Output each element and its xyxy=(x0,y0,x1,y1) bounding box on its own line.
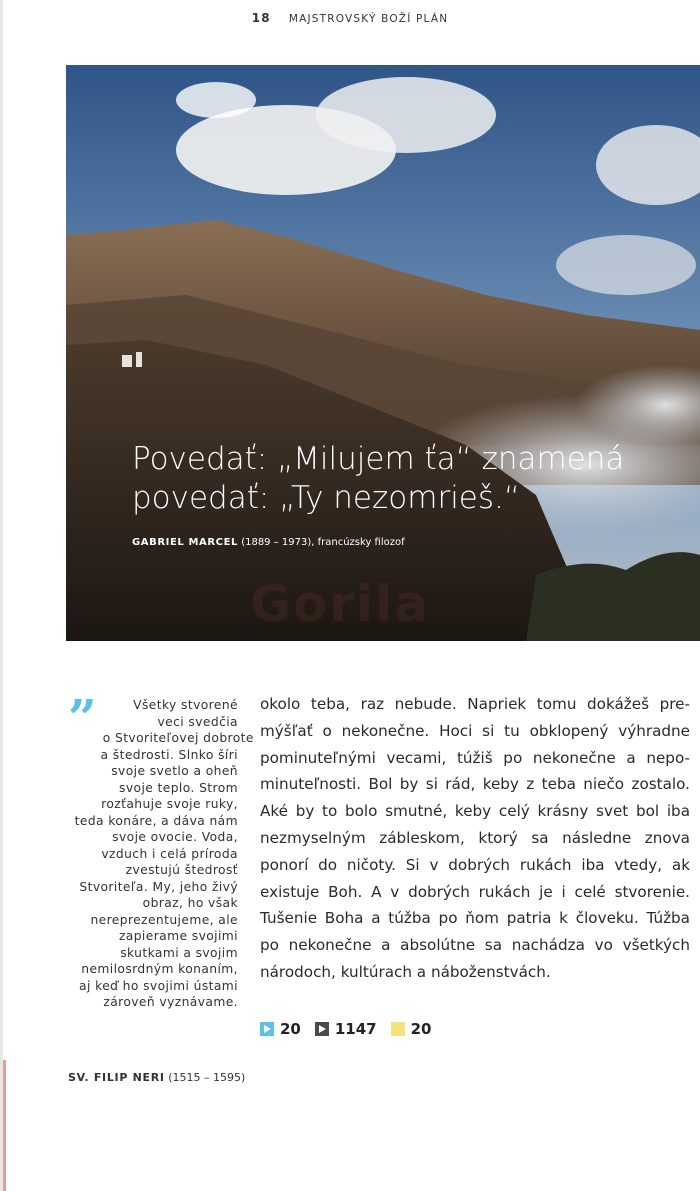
sidebar-attribution xyxy=(68,1071,245,1084)
sidebar-text-line: obraz, ho však xyxy=(142,896,238,910)
cross-references xyxy=(260,1020,440,1038)
sidebar-text-line: svoje svetlo a oheň xyxy=(111,764,238,778)
body-text-line: ponorí do ničoty. Si v dobrých rukách iba vtedy, ak xyxy=(260,855,690,874)
body-text-line: existuje Boh. A v dobrých rukách je i celé stvorenie. xyxy=(260,882,690,901)
reference-number: 1147 xyxy=(334,1020,377,1038)
quote-author-detail: (1889 – 1973), francúzsky filozof xyxy=(238,537,405,548)
sidebar-text-line: a štedrosti. Slnko šíri xyxy=(100,747,238,762)
running-title: MAJSTROVSKÝ BOŽÍ PLÁN xyxy=(288,13,449,25)
blue-arrow-icon xyxy=(260,1022,274,1036)
body-text-line: národoch, kultúrach a náboženstvách. xyxy=(260,962,551,981)
reference-number: 20 xyxy=(280,1020,301,1038)
sidebar-text-line: veci svedčia xyxy=(157,714,238,729)
quotation-mark-icon: ” xyxy=(68,688,97,747)
quote-attribution xyxy=(132,537,405,548)
body-text-line: mýšľať o nekonečne. Hoci si tu obklopený výhradne xyxy=(260,721,690,740)
sidebar-text-line: Všetky stvorené xyxy=(133,698,238,712)
body-text xyxy=(260,691,690,986)
sidebar-text-line: rozťahuje svoje ruky, xyxy=(101,797,238,811)
sidebar-text-line: o Stvoriteľovej dobrote xyxy=(102,731,254,745)
sidebar-author-name: SV. FILIP NERI xyxy=(68,1071,165,1084)
running-head xyxy=(0,11,700,25)
body-text-line: minuteľnosti. Bol by si rád, keby z teba niečo zostalo. xyxy=(260,775,690,794)
sidebar-author-years: (1515 – 1595) xyxy=(164,1071,246,1084)
quote-author-name: GABRIEL MARCEL xyxy=(132,537,239,548)
page-number: 18 xyxy=(251,11,271,25)
body-text-line: po nekonečne a absolútne sa nachádza vo všetkých xyxy=(260,936,690,955)
sidebar-text-line: zvestujú štedrosť xyxy=(125,863,238,877)
sidebar-text-line: teda konáre, a dáva nám xyxy=(74,813,238,828)
sidebar-text-line: svoje teplo. Strom xyxy=(119,780,238,795)
quote-line: povedať: „Ty nezomrieš.“ xyxy=(132,480,520,516)
body-text-line: Tušenie Boha a túžba po ňom patria k človeku. Túžba xyxy=(260,909,690,928)
sidebar-text-line: nemilosrdným konaním, xyxy=(81,962,238,976)
sidebar-quote xyxy=(68,688,254,1011)
sidebar-text-line: nereprezentujeme, ale xyxy=(90,912,238,927)
sidebar-text-line: svoje ovocie. Voda, xyxy=(112,830,238,844)
yellow-square-icon xyxy=(391,1022,405,1036)
body-text-line: Aké by to bolo smutné, keby celý krásny svet bol iba xyxy=(260,802,690,821)
body-text-line: nezmyselným zábleskom, ktorý sa následne znova xyxy=(260,828,690,847)
reference-number: 20 xyxy=(410,1020,432,1038)
watermark: Gorila xyxy=(250,575,431,633)
page-edge xyxy=(0,0,3,1191)
gray-arrow-icon xyxy=(315,1022,329,1036)
page-edge-mark xyxy=(3,1060,6,1191)
landscape-photo xyxy=(66,65,700,641)
landscape-illustration xyxy=(66,65,700,641)
photo-quote xyxy=(66,440,666,518)
sidebar-text-line: zároveň vyznávame. xyxy=(103,995,238,1009)
sidebar-text-line: Stvoriteľa. My, jeho živý xyxy=(79,879,238,894)
body-text-line: pominuteľnými vecami, túžiš po nekonečne a nepo- xyxy=(260,748,690,767)
body-text-line: okolo teba, raz nebude. Napriek tomu dokážeš pre- xyxy=(260,695,690,713)
sidebar-text-line: skutkami a svojim xyxy=(120,945,238,960)
quote-line: Povedať: „Milujem ťa“ znamená xyxy=(132,441,625,477)
sidebar-text-line: zapierame svojimi xyxy=(118,929,238,943)
sidebar-text-line: vzduch i celá príroda xyxy=(101,846,238,861)
sidebar-text-line: aj keď ho svojimi ústami xyxy=(79,978,238,993)
